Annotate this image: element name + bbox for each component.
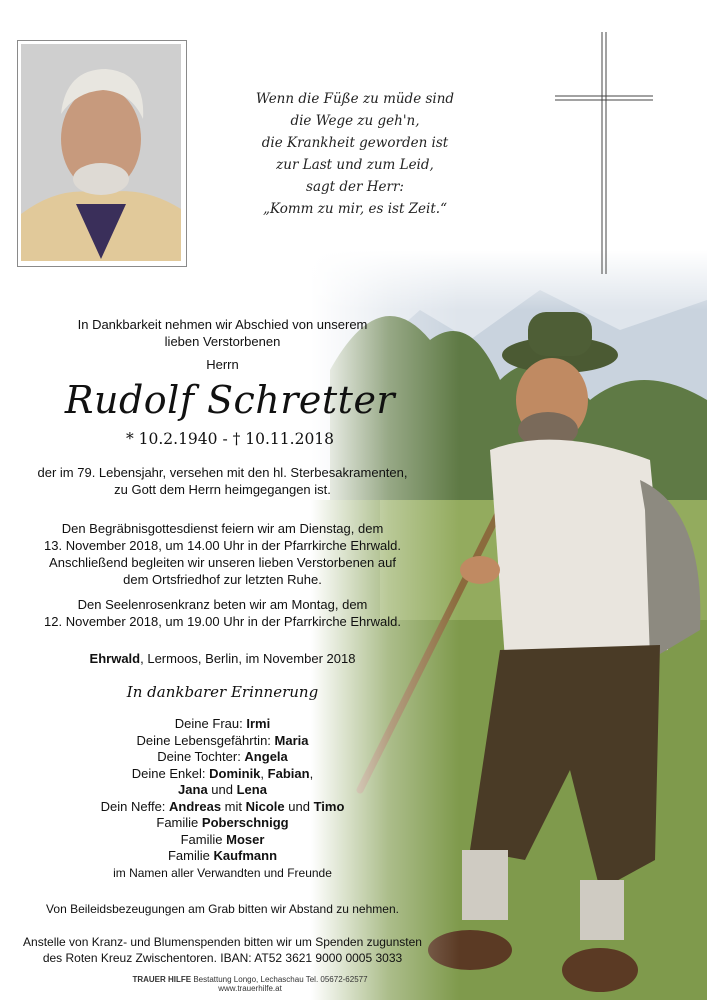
portrait-photo — [21, 44, 181, 261]
poem — [230, 88, 480, 220]
rosary-info — [10, 596, 435, 630]
poem-line: die Krankheit geworden ist — [261, 135, 449, 151]
deceased-name: Rudolf Schretter — [64, 378, 396, 422]
rosary-line: 12. November 2018, um 19.00 Uhr in der Pfarrkirche Ehrwald. — [44, 614, 401, 629]
place-name: Ehrwald — [89, 651, 141, 666]
condolences-note: Von Beileidsbezeugungen am Grab bitten wir Abstand zu nehmen. — [46, 902, 399, 916]
family-daughter: Deine Tochter: Angela — [157, 749, 288, 764]
family-list — [10, 716, 435, 881]
life-dates: * 10.2.1940 - † 10.11.2018 — [125, 430, 335, 448]
family-closing: im Namen aller Verwandten und Freunde — [113, 865, 332, 880]
cross-icon — [555, 32, 655, 274]
intro-line: In Dankbarkeit nehmen wir Abschied von unserem — [77, 317, 368, 332]
rosary-line: Den Seelenrosenkranz beten wir am Montag, dem — [77, 597, 368, 612]
death-notice — [10, 464, 435, 498]
funeral-line: Den Begräbnisgottesdienst feiern wir am Dienstag, dem — [61, 521, 384, 536]
family-partner: Deine Lebensgefährtin: Maria — [136, 732, 309, 748]
family-wife: Deine Frau: Irmi — [174, 716, 271, 731]
family-grandchildren-2: Jana und Lena — [178, 782, 267, 797]
funeral-line: Anschließend begleiten wir unseren lieben Verstorbenen auf — [49, 555, 396, 570]
family-nephew: Dein Neffe: Andreas mit Nicole und Timo — [100, 798, 345, 814]
place-date — [10, 650, 435, 667]
notice-line: der im 79. Lebensjahr, versehen mit den hl. Sterbesakramenten, — [37, 465, 408, 480]
poem-line: zur Last und zum Leid, — [276, 157, 434, 173]
donation-line: des Roten Kreuz Zwischentoren. IBAN: AT52 3621 9000 0005 3033 — [42, 951, 403, 965]
footer-details: Bestattung Longo, Lechaschau Tel. 05672-62577 www.trauerhilfe.at — [191, 975, 368, 993]
family-poberschnigg: Familie Poberschnigg — [156, 815, 289, 830]
intro — [10, 316, 435, 373]
memory-heading: In dankbarer Erinnerung — [126, 683, 319, 701]
donation-line: Anstelle von Kranz- und Blumenspenden bitten wir um Spenden zugunsten — [23, 935, 422, 949]
poem-line: die Wege zu geh'n, — [290, 113, 420, 129]
salutation: Herrn — [206, 357, 239, 372]
family-kaufmann: Familie Kaufmann — [167, 848, 278, 863]
poem-line: Wenn die Füße zu müde sind — [255, 91, 455, 107]
poem-line: „Komm zu mir, es ist Zeit.“ — [263, 201, 447, 217]
funeral-info — [10, 520, 435, 588]
place-rest: , Lermoos, Berlin, im November 2018 — [140, 651, 356, 666]
intro-line: lieben Verstorbenen — [164, 334, 281, 349]
funeral-line: dem Ortsfriedhof zur letzten Ruhe. — [123, 572, 322, 587]
poem-line: sagt der Herr: — [306, 179, 404, 195]
notice-line: zu Gott dem Herrn heimgegangen ist. — [114, 482, 331, 497]
family-grandchildren: Deine Enkel: Dominik, Fabian, — [131, 765, 314, 781]
footer — [100, 975, 400, 993]
funeral-line: 13. November 2018, um 14.00 Uhr in der Pfarrkirche Ehrwald. — [44, 538, 401, 553]
donation-note — [0, 934, 445, 966]
family-moser: Familie Moser — [180, 831, 265, 847]
footer-brand: TRAUER HILFE — [132, 975, 192, 984]
